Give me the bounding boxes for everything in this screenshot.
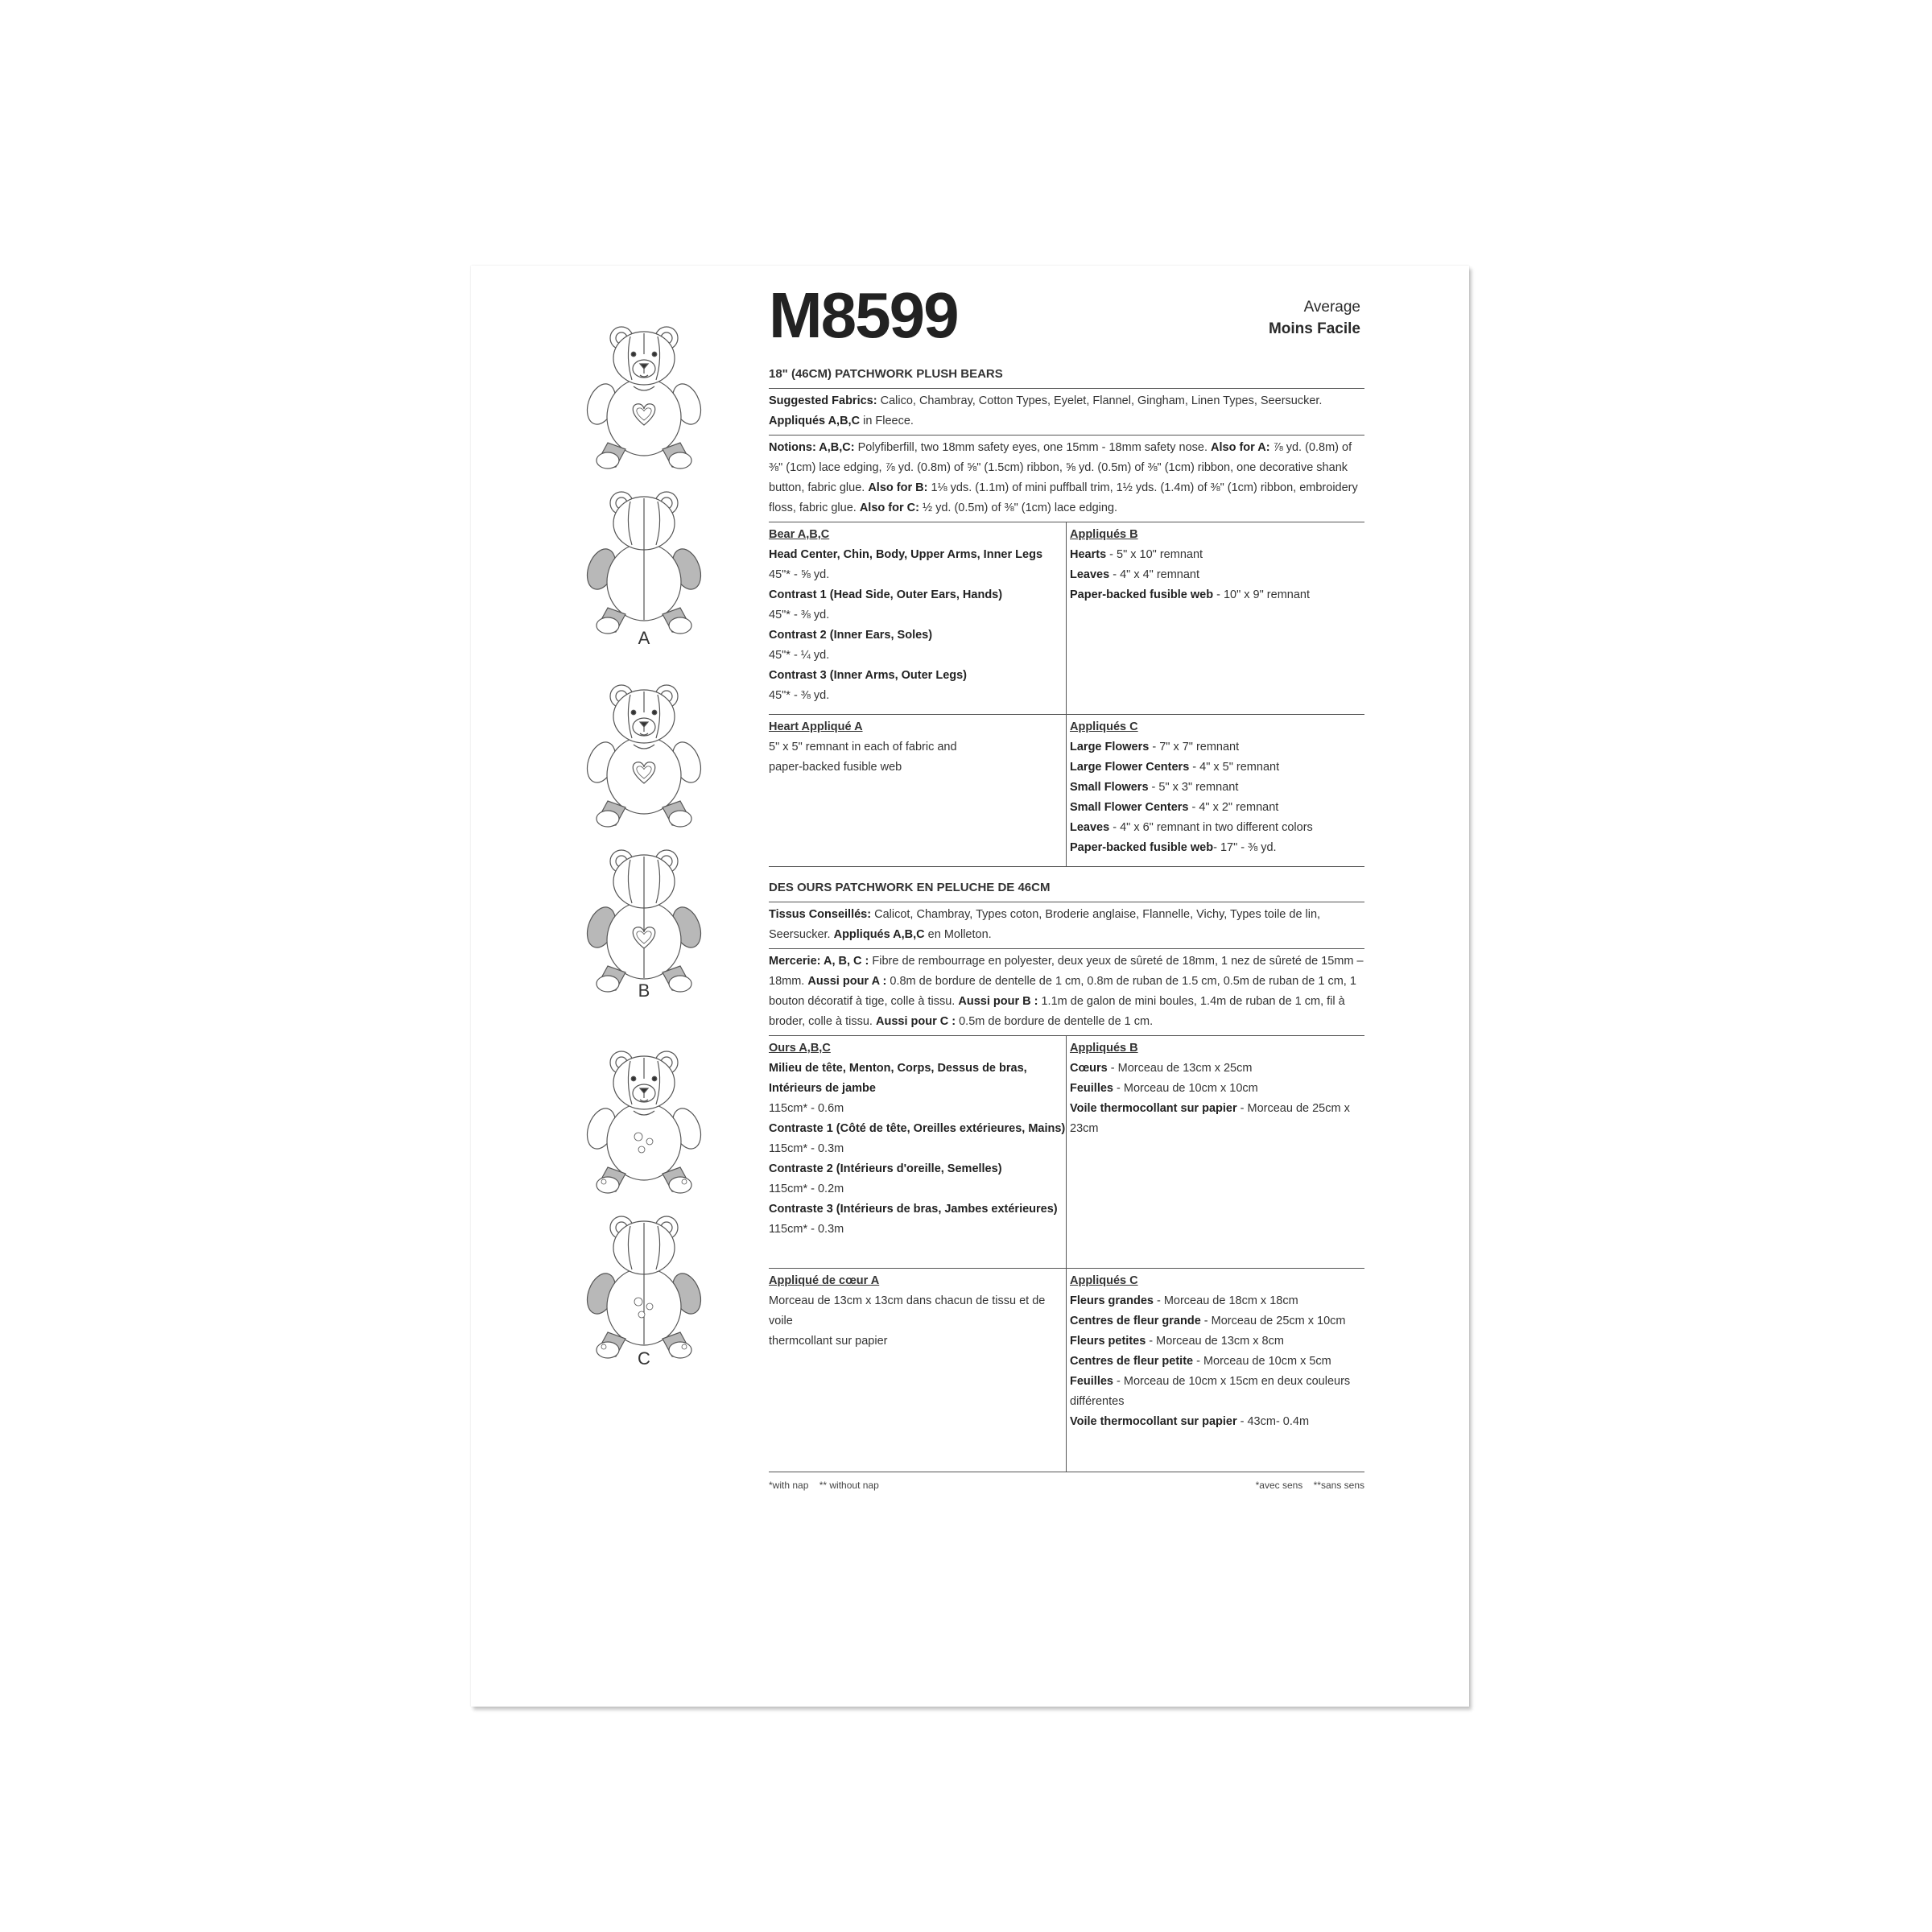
fr-appliques-b: Appliqués B Cœurs - Morceau de 13cm x 25cm Feuilles - Morceau de 10cm x 10cm Voile thermocollant sur papier - Morceau de 25cm x 23cm — [1070, 1042, 1350, 1135]
french-section — [769, 876, 1364, 1496]
view-label-a: A — [638, 628, 650, 648]
bear-c-front-illustration — [584, 1046, 704, 1195]
pattern-number: M8599 — [769, 279, 958, 351]
difficulty — [1269, 296, 1360, 340]
en-bear-yardage: Bear A,B,C Head Center, Chin, Body, Upper Arms, Inner Legs 45"* - ⅝ yd. Contrast 1 (Head Side, Outer Ears, Hands) 45"* - ⅜ yd. Contrast 2 (Inner Ears, Soles) 45"* - ¼ yd. Contrast 3 (Inner Arms, Outer Legs) 45"* - ⅜ yd. — [769, 522, 1067, 714]
en-fabrics: Suggested Fabrics: Calico, Chambray, Cotton Types, Eyelet, Flannel, Gingham, Linen Types, Seersucker. Appliqués A,B,C in Fleece. — [769, 389, 1364, 436]
footnote-en: *with nap ** without nap — [769, 1480, 879, 1491]
view-label-c: C — [638, 1348, 650, 1368]
footnotes — [769, 1472, 1364, 1496]
bear-a-front-illustration — [584, 322, 704, 471]
fr-bear-yardage: Ours A,B,C Milieu de tête, Menton, Corps, Dessus de bras, Intérieurs de jambe 115cm* - 0.6m Contraste 1 (Côté de tête, Oreilles extérieures, Mains) 115cm* - 0.3m Contraste 2 (Intérieurs d'oreille, Semelles) 115cm* - 0.2m Contraste 3 (Intérieurs de bras, Jambes extérieures) 115cm* - 0.3m — [769, 1036, 1067, 1268]
fr-notions: Mercerie: A, B, C : Fibre de rembourrage en polyester, deux yeux de sûreté de 18mm, 1 nez de sûreté de 15mm – 18mm. Aussi pour A : 0.8m de bordure de dentelle de 1 cm, 0.8m de ruban de 1.5 cm, 0.5m de ruban de 1 cm, 1 bouton décoratif à tige, colle à tissu. Aussi pour B : 1.1m de galon de mini boules, 1.4m de ruban de 1 cm, fil à broder, colle à tissu. Aussi pour C : 0.5m de bordure de dentelle de 1 cm. — [769, 949, 1364, 1036]
fr-title: DES OURS PATCHWORK EN PELUCHE DE 46CM — [769, 876, 1364, 902]
en-title: 18" (46CM) PATCHWORK PLUSH BEARS — [769, 362, 1364, 389]
difficulty-en: Average — [1303, 299, 1360, 316]
english-section — [769, 362, 1364, 867]
en-notions: Notions: A,B,C: Polyfiberfill, two 18mm safety eyes, one 15mm - 18mm safety nose. Also for A: ⅞ yd. (0.8m) of ⅜" (1cm) lace edging, ⅞ yd. (0.8m) of ⅝" (1.5cm) ribbon, ⅝ yd. (0.5m) of ⅜" (1cm) ribbon, one decorative shank button, fabric glue. Also for B: 1⅛ yds. (1.1m) of mini puffball trim, 1½ yds. (1.4m) of ⅜" (1cm) ribbon, embroidery floss, fabric glue. Also for C: ½ yd. (0.5m) of ⅜" (1cm) lace edging. — [769, 436, 1364, 522]
en-yardage-row-2 — [769, 715, 1364, 867]
fr-heart-applique-a: Appliqué de cœur A Morceau de 13cm x 13cm dans chacun de tissu et de voile thermcollant sur papier — [769, 1269, 1067, 1472]
bear-c-back-illustration — [584, 1212, 704, 1360]
difficulty-fr: Moins Facile — [1268, 320, 1360, 337]
bear-b-front-illustration — [584, 680, 704, 829]
bear-a-back-illustration — [584, 487, 704, 636]
en-appliques-b: Appliqués B Hearts - 5" x 10" remnant Leaves - 4" x 4" remnant Paper-backed fusible web - 10" x 9" remnant — [1070, 528, 1310, 601]
en-yardage-row-1 — [769, 522, 1364, 715]
footnote-fr: *avec sens **sans sens — [1255, 1480, 1364, 1491]
en-appliques-c: Appliqués C Large Flowers - 7" x 7" remnant Large Flower Centers - 4" x 5" remnant Small Flowers - 5" x 3" remnant Small Flower Centers - 4" x 2" remnant Leaves - 4" x 6" remnant in two different colors Paper-backed fusible web- 17" - ⅜ yd. — [1070, 720, 1313, 854]
fr-fabrics: Tissus Conseillés: Calicot, Chambray, Types coton, Broderie anglaise, Flannelle, Vichy, Types toile de lin, Seersucker. Appliqués A,B,C en Molleton. — [769, 902, 1364, 949]
fr-yardage-row-1 — [769, 1036, 1364, 1269]
fr-yardage-row-2 — [769, 1269, 1364, 1472]
fr-appliques-c: Appliqués C Fleurs grandes - Morceau de 18cm x 18cm Centres de fleur grande - Morceau de 25cm x 10cm Fleurs petites - Morceau de 13cm x 8cm Centres de fleur petite - Morceau de 10cm x 5cm Feuilles - Morceau de 10cm x 15cm en deux couleurs différentes Voile thermocollant sur papier - 43cm- 0.4m — [1070, 1274, 1351, 1428]
view-label-b: B — [638, 980, 650, 1001]
bear-b-back-illustration — [584, 845, 704, 994]
en-heart-applique-a: Heart Appliqué A 5" x 5" remnant in each of fabric and paper-backed fusible web — [769, 715, 1067, 866]
